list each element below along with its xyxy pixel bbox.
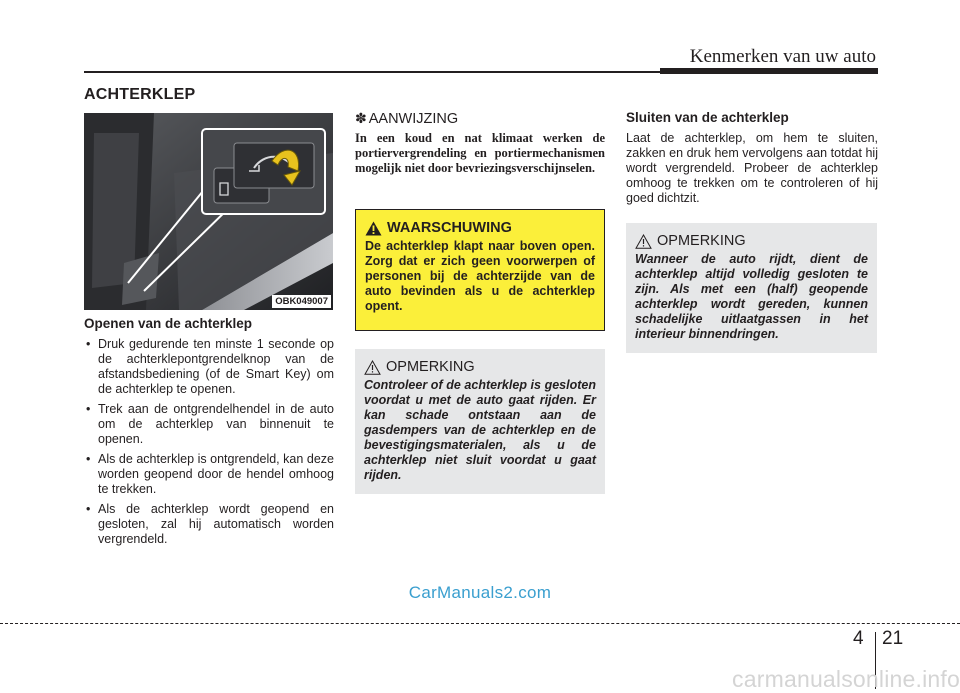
remark-title: OPMERKING — [386, 359, 475, 375]
warning-text: De achterklep klapt naar boven open. Zorg dat er zich geen voorwerpen of personen bij de achterzijde van de auto bevinden als u de achterklep opent. — [365, 239, 595, 313]
header-rule — [84, 71, 660, 73]
warning-triangle-filled-icon — [365, 221, 382, 236]
page-number: 21 — [882, 628, 904, 649]
list-item: • Trek aan de ontgrendelhendel in de auto om de achterklep van binnenuit te openen. — [84, 402, 334, 447]
carmanuals-watermark-link[interactable]: CarManuals2.com — [408, 583, 552, 602]
list-item: • Als de achterklep is ontgrendeld, kan deze worden geopend door de hendel omhoog te trekken. — [84, 452, 334, 497]
list-item: • Druk gedurende ten minste 1 seconde op de achterklepontgrendelknop van de afstandsbediening (of de Smart Key) om de achterklep te openen. — [84, 337, 334, 397]
remark-text: Wanneer de auto rijdt, dient de achterklep altijd volledig gesloten te zijn. Als met een (half) geopende achterklep wordt gereden, kunnen schadelijke uitlaatgassen in het interieur binnendringen. — [635, 252, 868, 341]
opening-section — [84, 316, 334, 552]
photo-code: OBK049007 — [272, 295, 331, 308]
tailgate-release-photo — [84, 113, 333, 310]
section-title: ACHTERKLEP — [84, 86, 196, 103]
closing-heading: Sluiten van de achterklep — [626, 110, 789, 125]
note-title — [355, 110, 605, 127]
remark-header — [635, 233, 868, 249]
opening-heading: Openen van de achterklep — [84, 316, 253, 331]
note-text: In een koud en nat klimaat werken de portiervergrendeling en portiermechanismen mogelijk niet door bevriezingsverschijnselen. — [355, 131, 605, 175]
warning-header — [365, 220, 595, 236]
warning-triangle-outline-icon — [364, 360, 381, 375]
remark-box-2 — [626, 223, 877, 353]
asterisk-icon: ✽ — [355, 110, 367, 126]
page-chapter-number: 4 — [853, 628, 864, 649]
note-section — [355, 110, 605, 176]
opening-list — [84, 337, 334, 547]
header-rule-thick — [660, 68, 878, 74]
remark-title: OPMERKING — [657, 233, 746, 249]
site-watermark: carmanualsonline.info — [732, 666, 960, 692]
closing-section — [626, 110, 878, 206]
note-title-text: AANWIJZING — [368, 111, 459, 127]
remark-header — [364, 359, 596, 375]
remark-text: Controleer of de achterklep is gesloten voordat u met de auto gaat rijden. Er kan schade ontstaan aan de gasdempers van de achterklep en de bevestigingsmaterialen, als u de achterklep niet sluit voordat u gaat rijden. — [364, 378, 596, 482]
warning-triangle-outline-icon — [635, 234, 652, 249]
closing-text: Laat de achterklep, om hem te sluiten, zakken en druk hem vervolgens aan totdat hij wordt vergrendeld. Probeer de achterklep omhoog te trekken om te controleren of hij goed dichtzit. — [626, 131, 878, 205]
remark-box-1 — [355, 349, 605, 494]
car-interior-illustration — [84, 113, 333, 310]
warning-title: WAARSCHUWING — [387, 220, 512, 236]
chapter-title: Kenmerken van uw auto — [689, 46, 876, 67]
list-item: • Als de achterklep wordt geopend en gesloten, zal hij automatisch worden vergrendeld. — [84, 502, 334, 547]
warning-box — [355, 209, 605, 331]
footer-dashed-rule — [0, 623, 960, 624]
